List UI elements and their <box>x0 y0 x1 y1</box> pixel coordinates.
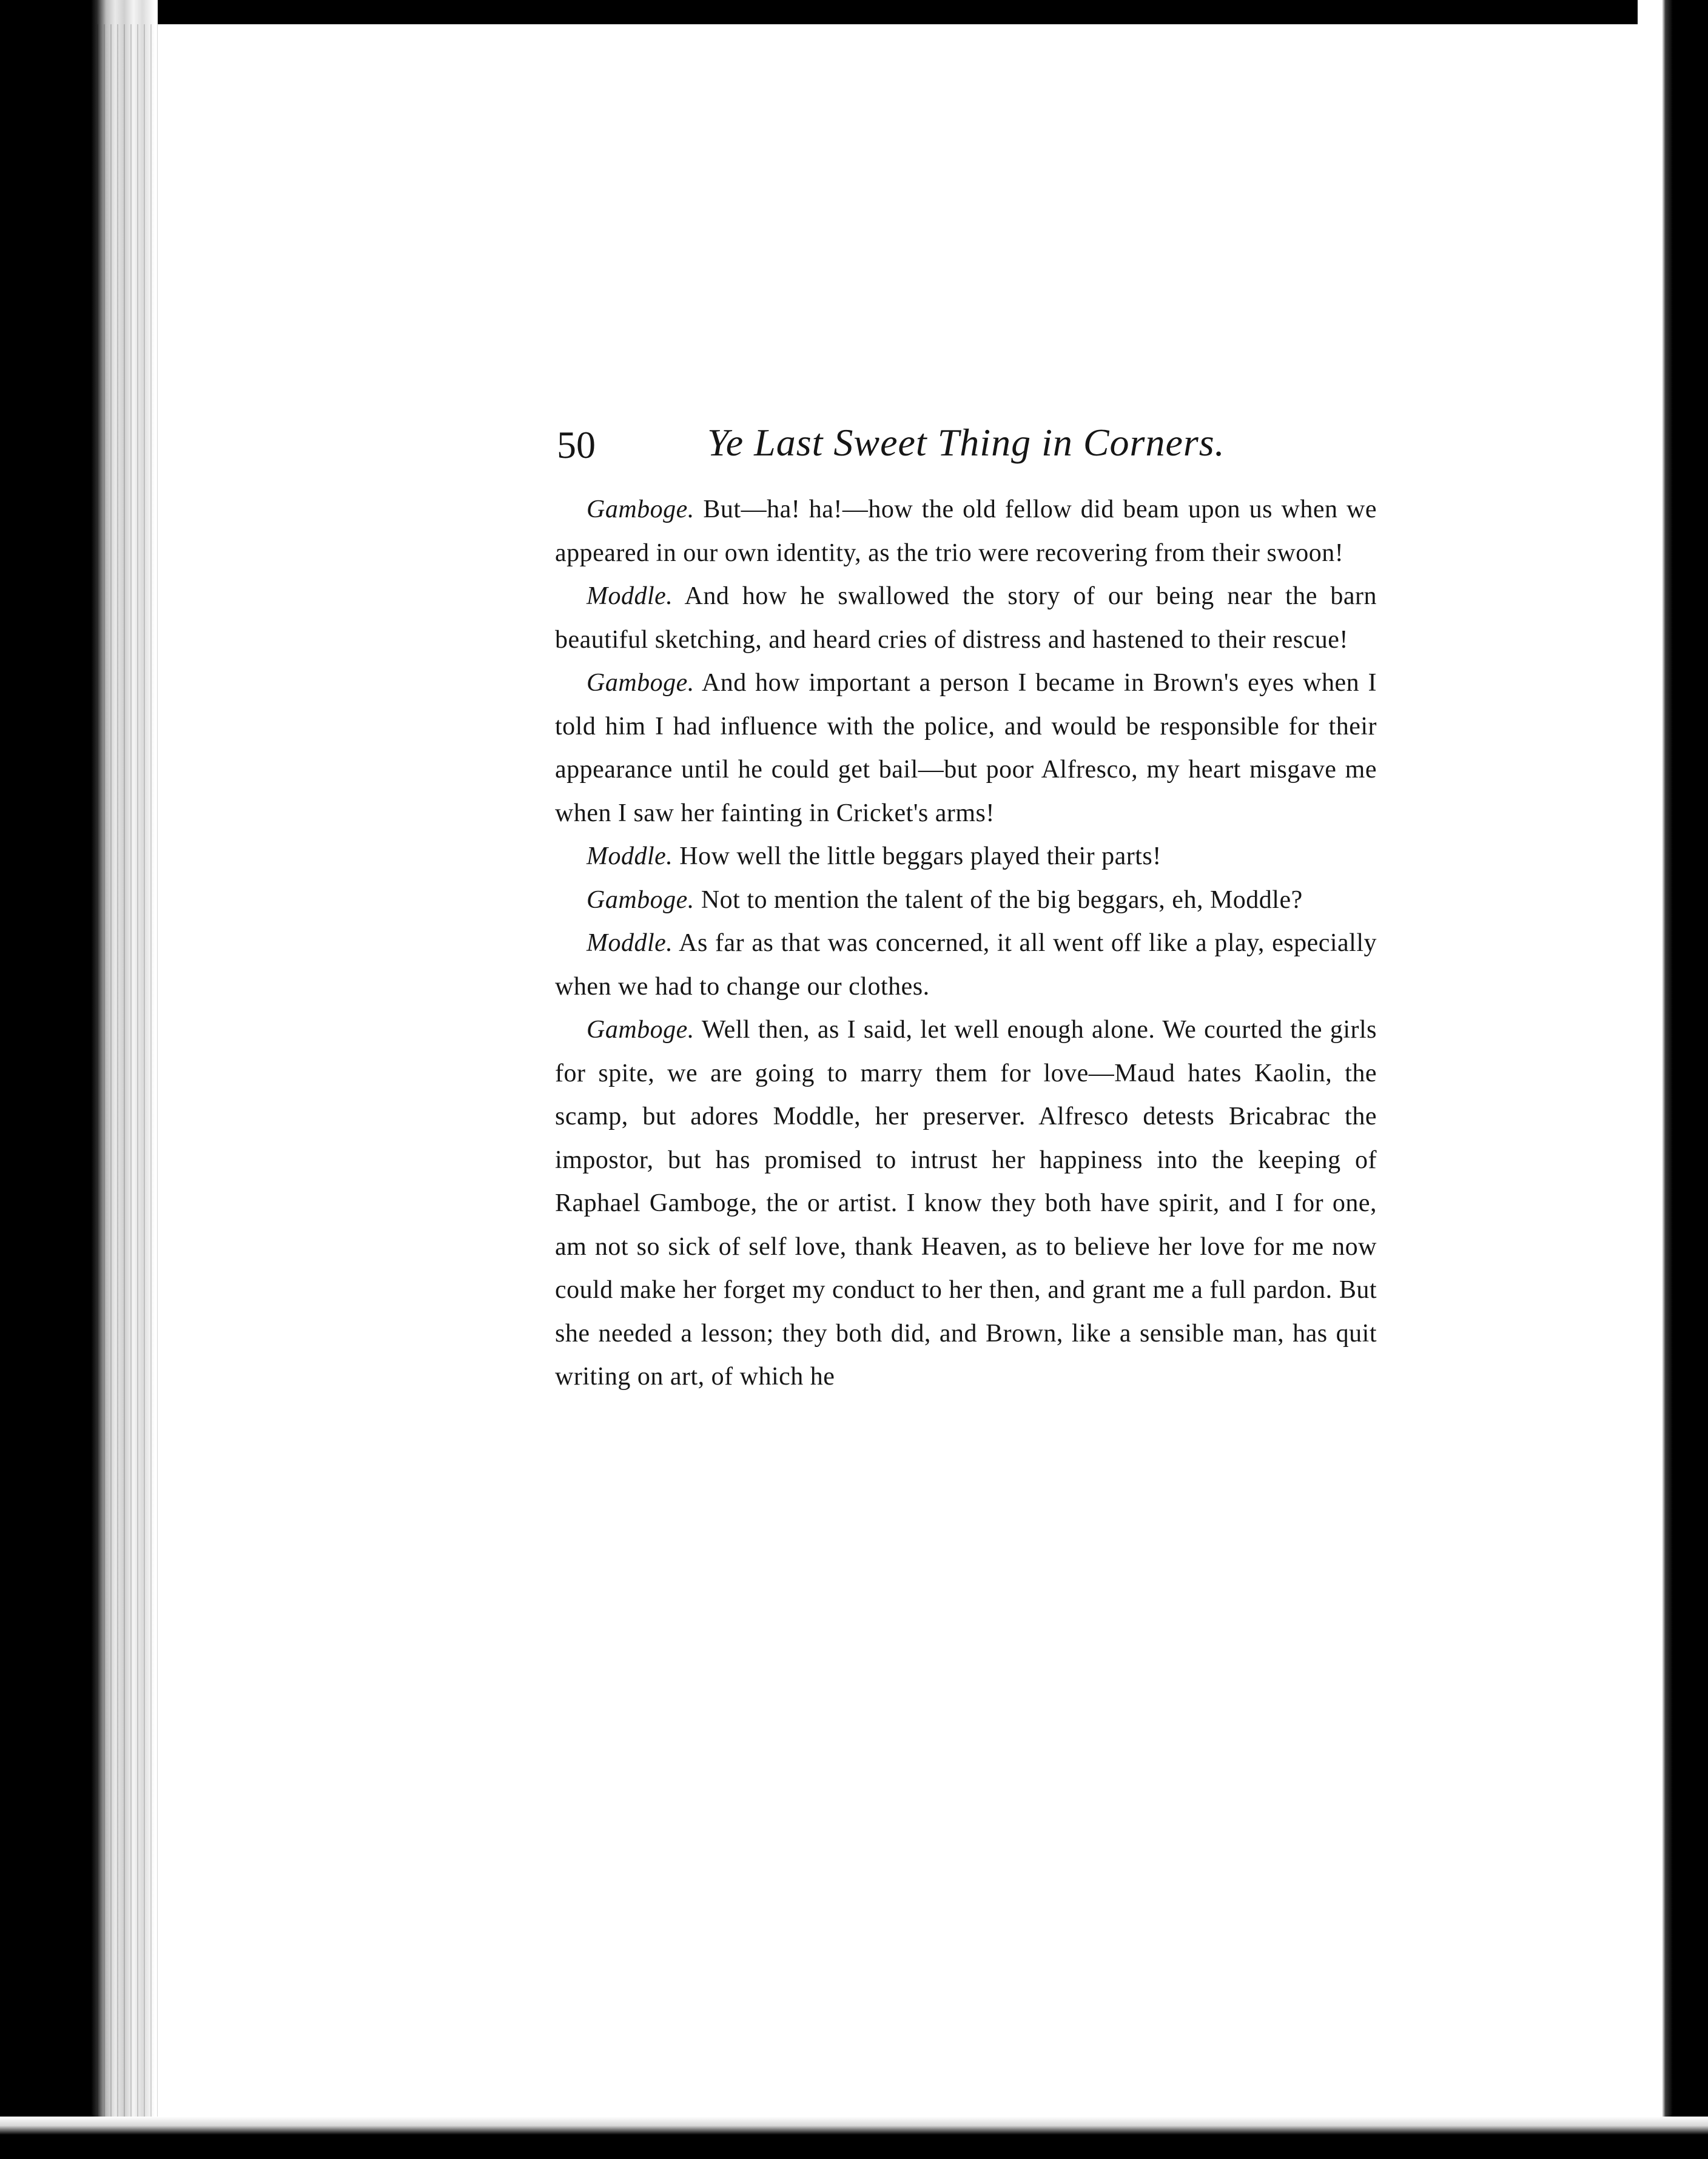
dialogue-paragraph <box>555 879 1377 922</box>
scan-border-top <box>0 0 1708 24</box>
speaker-name: Gamboge. <box>587 885 694 914</box>
dialogue-paragraph <box>555 922 1377 1009</box>
dialogue-paragraph <box>555 662 1377 835</box>
speaker-name: Gamboge. <box>587 669 694 697</box>
speech-text: And how important a person I became in Brown's eyes when I told him I had influence with the police, and would be responsible for their appearance until he could get bail—but poor Alfresco, my heart misgave me when I saw her fainting in Cricket's arms! <box>555 669 1377 827</box>
speaker-name: Gamboge. <box>587 495 694 523</box>
dialogue-paragraph <box>555 488 1377 575</box>
speaker-name: Moddle. <box>587 842 673 870</box>
running-title: Ye Last Sweet Thing in Corners. <box>707 421 1225 464</box>
body-text <box>555 488 1377 1399</box>
speech-text: Well then, as I said, let well enough alone. We courted the girls for spite, we are going to marry them for love—Maud hates Kaolin, the scamp, but adores Moddle, her preserver. Alfresco detests Bricabrac the impostor, but has promised to intrust her happiness into the keeping of Raphael Gamboge, the or artist. I know they both have spirit, and I for one, am not so sick of self love, thank Heaven, as to believe her love for me now could make her forget my conduct to her then, and grant me a full pardon. But she needed a lesson; they both did, and Brown, like a sensible man, has quit writing on art, of which he <box>555 1016 1377 1391</box>
speech-text: But—ha! ha!—how the old fellow did beam upon us when we appeared in our own identity, as the trio were recovering from their swoon! <box>555 495 1377 567</box>
page-number: 50 <box>557 423 596 466</box>
scan-border-bottom <box>0 2117 1708 2159</box>
speech-text: And how he swallowed the story of our being near the barn beautiful sketching, and heard cries of distress and hastened to their rescue! <box>555 582 1377 654</box>
speaker-name: Gamboge. <box>587 1016 694 1044</box>
speech-text: How well the little beggars played their parts! <box>679 842 1162 870</box>
running-head <box>557 418 1230 473</box>
dialogue-paragraph <box>555 1009 1377 1399</box>
book-right-edge <box>1638 0 1708 2159</box>
dialogue-paragraph <box>555 575 1377 662</box>
speech-text: Not to mention the talent of the big beggars, eh, Moddle? <box>701 885 1303 914</box>
speaker-name: Moddle. <box>587 582 673 610</box>
speaker-name: Moddle. <box>587 929 673 957</box>
speech-text: As far as that was concerned, it all went off like a play, especially when we had to change our clothes. <box>555 929 1377 1001</box>
dialogue-paragraph <box>555 835 1377 879</box>
page-stack-edges <box>97 24 164 2129</box>
